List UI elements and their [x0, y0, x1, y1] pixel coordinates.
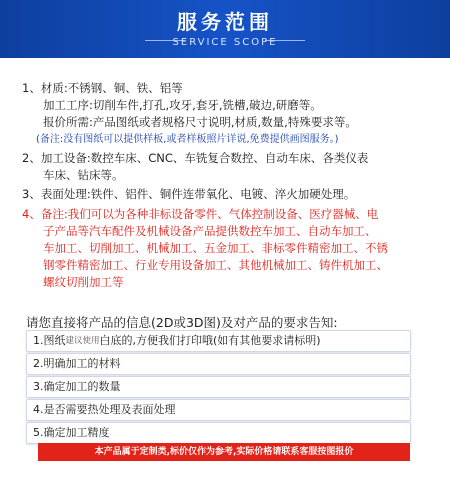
material-note: (备注:没有图纸可以提供样板,或者样板照片详说,免费提供画图服务。) — [36, 134, 339, 145]
scope-material — [22, 80, 357, 148]
request-item-material: 2.明确加工的材料 — [26, 353, 411, 375]
request-item-drawing-pre: 1.图纸 — [33, 334, 66, 347]
material-label: 1、材质:不锈钢、铜、铁、铝等 — [22, 81, 183, 95]
remark-line-1: 4、备注:我们可以为各种非标设备零件、气体控制设备、医疗器械、电 — [22, 207, 379, 221]
scope-surface — [22, 186, 355, 203]
scope-remark — [22, 206, 388, 291]
surface-line: 3、表面处理:铁件、铝件、铜件连带氧化、电镀、淬火加硬处理。 — [22, 187, 356, 201]
header-banner — [0, 0, 450, 58]
request-item-treatment: 4.是否需要热处理及表面处理 — [26, 399, 411, 421]
remark-line-5: 螺纹切削加工等 — [43, 275, 124, 289]
quote-line: 报价所需:产品图纸或者规格尺寸说明,材质,数量,特殊要求等。 — [43, 115, 357, 129]
request-title: 请您直接将产品的信息(2D或3D图)及对产品的要求告知: — [26, 315, 338, 330]
footer-notice: 本产品属于定制类,标价仅作为参考,实际价格请联系客服按图报价 — [38, 443, 410, 461]
equipment-line-1: 2、加工设备:数控车床、CNC、车铣复合数控、自动车床、各类仪表 — [22, 151, 369, 165]
remark-line-3: 车加工、切削加工、机械加工、五金加工、非标零件精密加工、不锈 — [43, 241, 388, 255]
process-line: 加工工序:切削车件,打孔,攻牙,套牙,铣槽,破边,研磨等。 — [43, 98, 322, 112]
request-item-drawing — [26, 330, 411, 352]
request-item-precision: 5.确定加工精度 — [26, 422, 411, 444]
equipment-line-2: 车床、钻床等。 — [43, 168, 124, 182]
remark-line-2: 子产品等汽车配件及机械设备产品提供数控车加工、自动车加工、 — [43, 224, 377, 238]
page-subtitle: SERVICE SCOPE — [172, 37, 278, 48]
request-list — [26, 330, 411, 445]
request-item-drawing-small: 建议使用 — [65, 336, 100, 346]
request-item-drawing-post: 白底的,方便我们打印哦(如有其他要求请标明) — [99, 334, 321, 347]
remark-line-4: 钢零件精密加工、行业专用设备加工、其他机械加工、铸件机加工、 — [43, 258, 388, 272]
page-title: 服务范围 — [177, 10, 273, 34]
request-item-quantity: 3.确定加工的数量 — [26, 376, 411, 398]
scope-equipment — [22, 150, 368, 184]
